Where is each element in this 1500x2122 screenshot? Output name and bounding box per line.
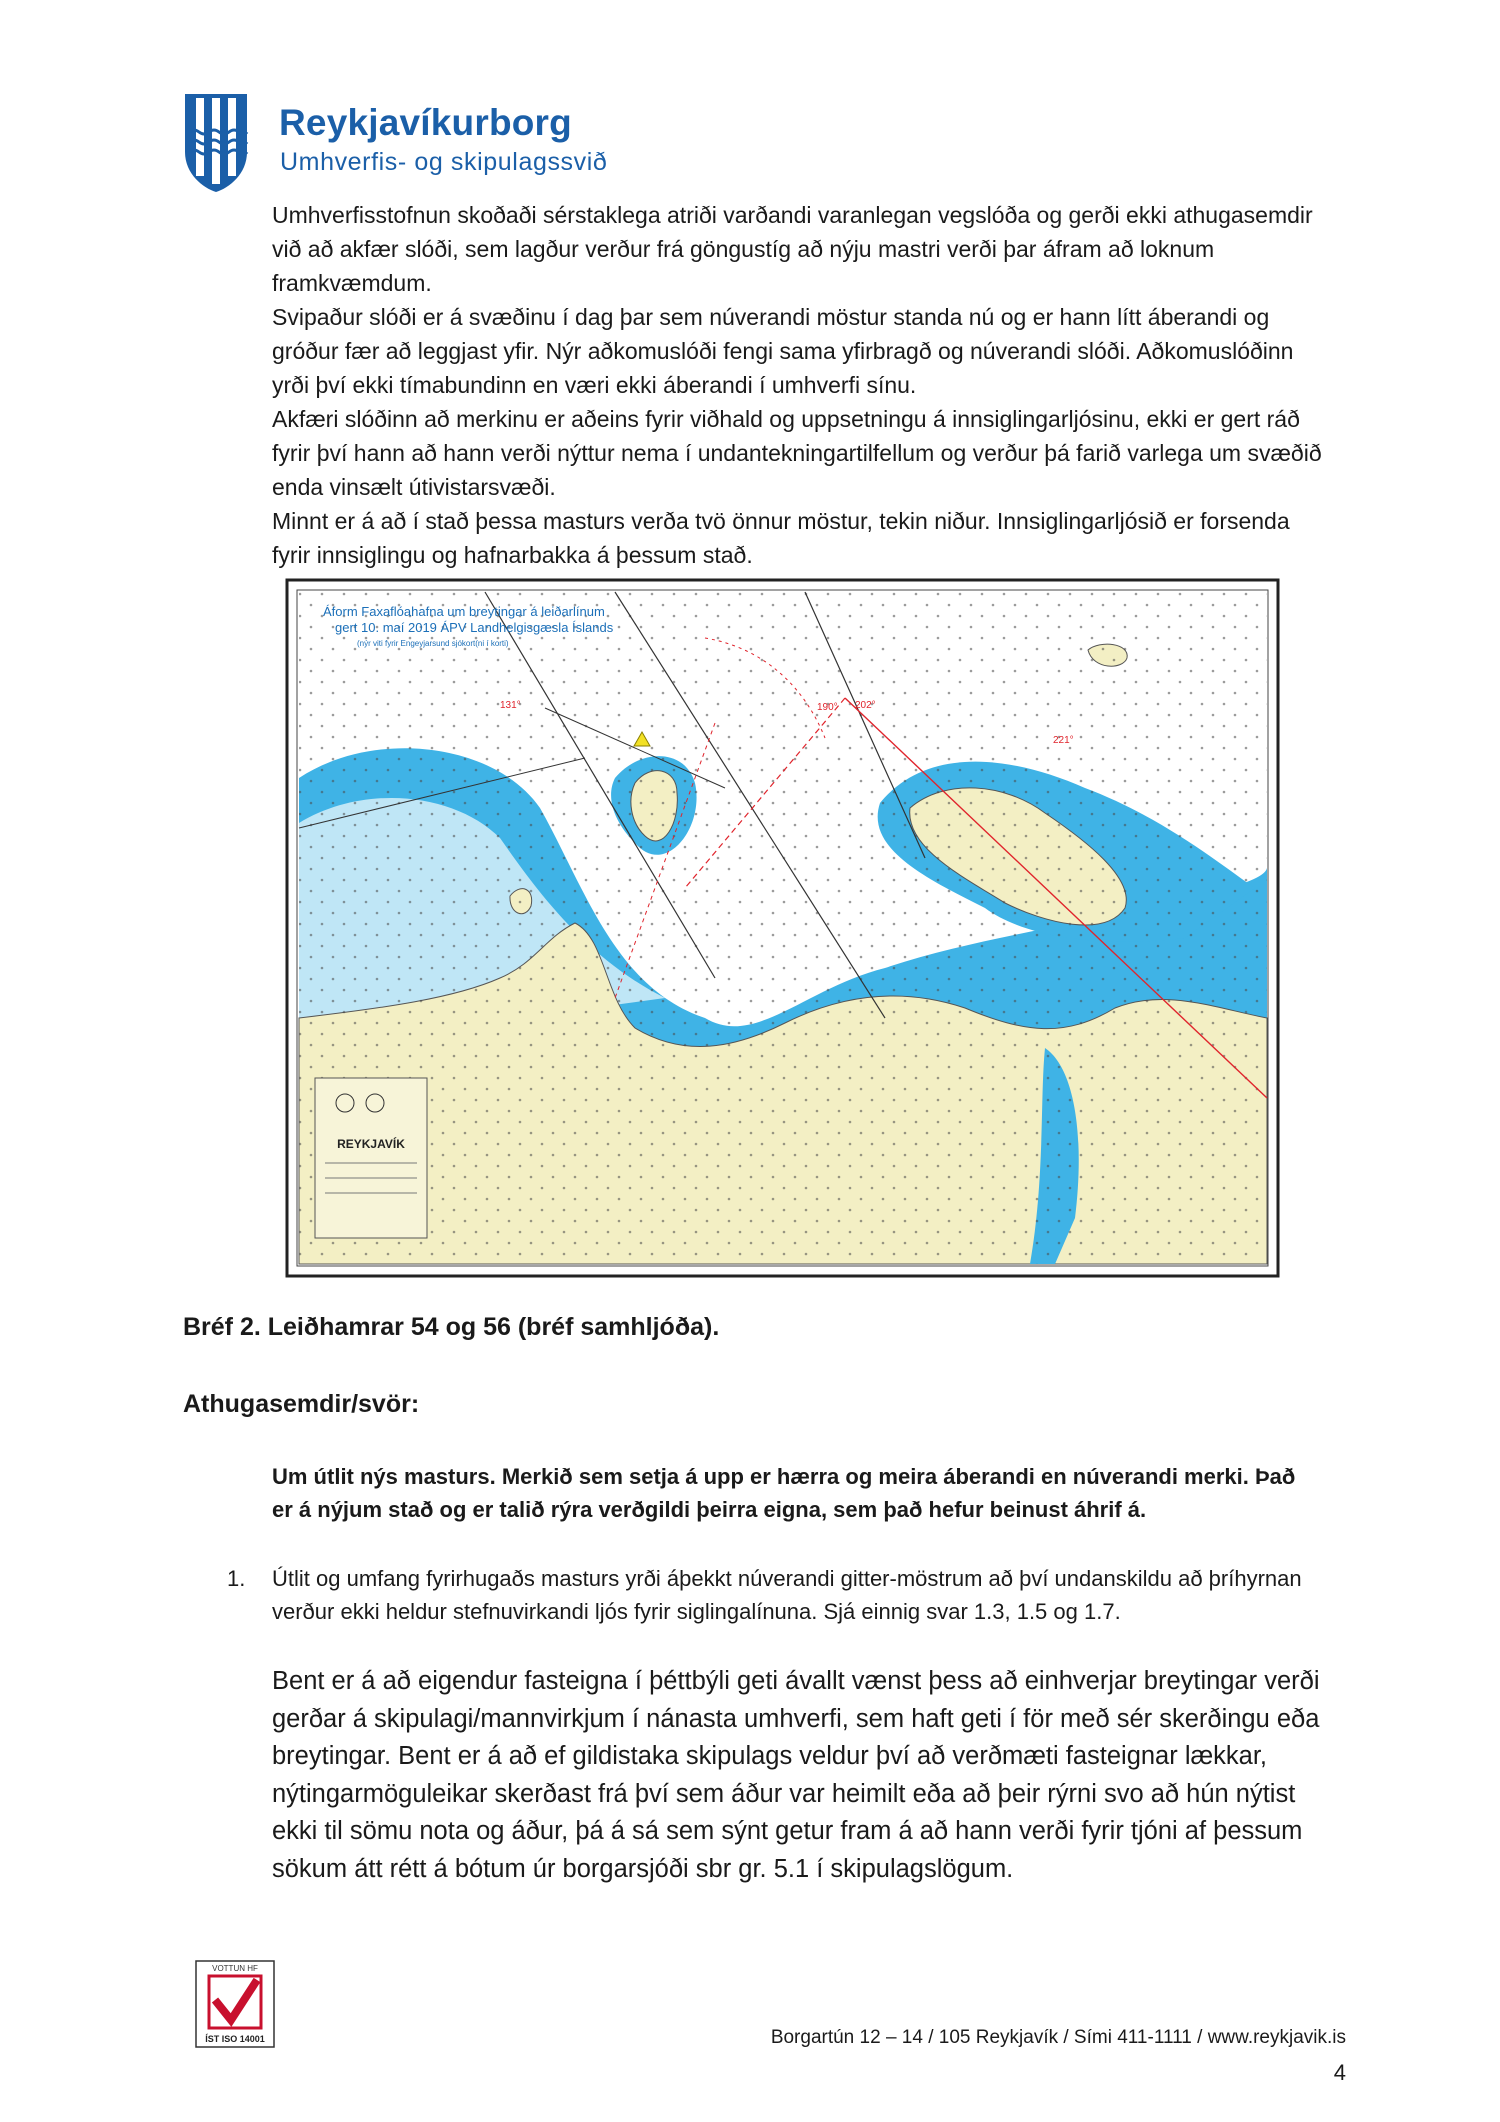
bearing-label: 221° (1053, 735, 1074, 746)
intro-paragraph: Svipaður slóði er á svæðinu í dag þar sem núverandi möstur standa nú og er hann lítt áberandi og gróður fær að leggjast yfir. Nýr aðkomuslóði fengi sama yfirbragð og núverandi slóði. Aðkomuslóðinn yrði því ekki tímabundinn en væri ekki áberandi í umhverfi sínu. (272, 304, 1294, 398)
footer-address: Borgartún 12 – 14 / 105 Reykjavík / Sími 411-1111 / www.reykjavik.is (770, 2027, 1346, 2048)
section-heading: Bréf 2. Leiðhamrar 54 og 56 (bréf samhljóða). (183, 1313, 720, 1341)
issue-summary: Um útlit nýs masturs. Merkið sem setja á upp er hærra og meira áberandi en núverandi merki. Það er á nýjum stað og er talið rýra verðgildi þeirra eigna, sem það hefur beinust áhrif á. (272, 1464, 1296, 1522)
intro-paragraph: Umhverfisstofnun skoðaði sérstaklega atriði varðandi varanlegan vegslóða og gerði ekki athugasemdir við að akfær slóði, sem lagður verður frá göngustíg að nýju mastri verði þar áfram að loknum framkvæmdum. (272, 202, 1313, 296)
chart-place-name: REYKJAVÍK (337, 1137, 405, 1151)
nautical-chart (285, 578, 1280, 1278)
department-name: Umhverfis- og skipulagssvið (280, 148, 608, 176)
intro-text (272, 198, 1332, 572)
bearing-label: 190° (817, 702, 838, 713)
chart-title-line1: Áform Faxaflóahafna um breytingar á leiðarlínum (323, 604, 605, 619)
page-number: 4 (1333, 2060, 1346, 2085)
chart-title-line2: gert 10. maí 2019 ÁPV Landhelgisgæsla Íslands (335, 620, 614, 635)
intro-paragraph: Minnt er á að í stað þessa masturs verða tvö önnur möstur, tekin niður. Innsiglingarljósið er forsenda fyrir innsiglingu og hafnarbakka á þessum stað. (272, 508, 1290, 568)
answer-continuation: Bent er á að eigendur fasteigna í þéttbýli geti ávallt vænst þess að einhverjar breytingar verði gerðar á skipulagi/mannvirkjum í nánasta umhverfi, sem haft geti í för með sér skerðingu eða breytingar. Bent er á að ef gildistaka skipulags veldur því að verðmæti fasteignar lækkar, nýtingarmöguleikar skerðast frá því sem áður var heimilt eða að þeir rýrni svo að hún nýtist ekki til sömu nota og áður, þá á sá sem sýnt getur fram á að hann verði fyrir tjóni af þessum sökum átt rétt á bótum úr borgarsjóði sbr gr. 5.1 í skipulagslögum. (272, 1667, 1320, 1883)
iso-certification-icon (195, 1960, 275, 2048)
cert-bottom-text: ÍST ISO 14001 (205, 2034, 265, 2044)
header-logo (183, 92, 703, 202)
intro-paragraph: Akfæri slóðinn að merkinu er aðeins fyrir viðhald og uppsetningu á innsiglingarljósinu, ekki er gert ráð fyrir því hann að hann verði nýttur nema í undantekningartilfellum og verður þá farið varlega um svæðið enda vinsælt útivistarsvæði. (272, 406, 1322, 500)
nautical-chart-figure (285, 578, 1280, 1278)
bearing-label: 131° (500, 700, 521, 711)
iso-certification-logo (195, 1960, 275, 2048)
cert-top-text: VOTTUN HF (212, 1964, 258, 1973)
chart-title-line3: (nýr viti fyrir Engeyjarsund sjókort(ni í korti) (357, 639, 509, 648)
reykjavik-shield-icon (183, 92, 249, 194)
bearing-label: 202° (855, 700, 876, 711)
comments-heading: Athugasemdir/svör: (183, 1390, 420, 1418)
answer-text: Útlit og umfang fyrirhugaðs masturs yrði áþekkt núverandi gitter-möstrum að því undanskildu að þríhyrnan verður ekki heldur stefnuvirkandi ljós fyrir siglingalínuna. Sjá einnig svar 1.3, 1.5 og 1.7. (272, 1566, 1302, 1624)
answer-number: 1. (227, 1566, 246, 1591)
answer-item (227, 1562, 1337, 1628)
brand-name: Reykjavíkurborg (279, 102, 572, 143)
